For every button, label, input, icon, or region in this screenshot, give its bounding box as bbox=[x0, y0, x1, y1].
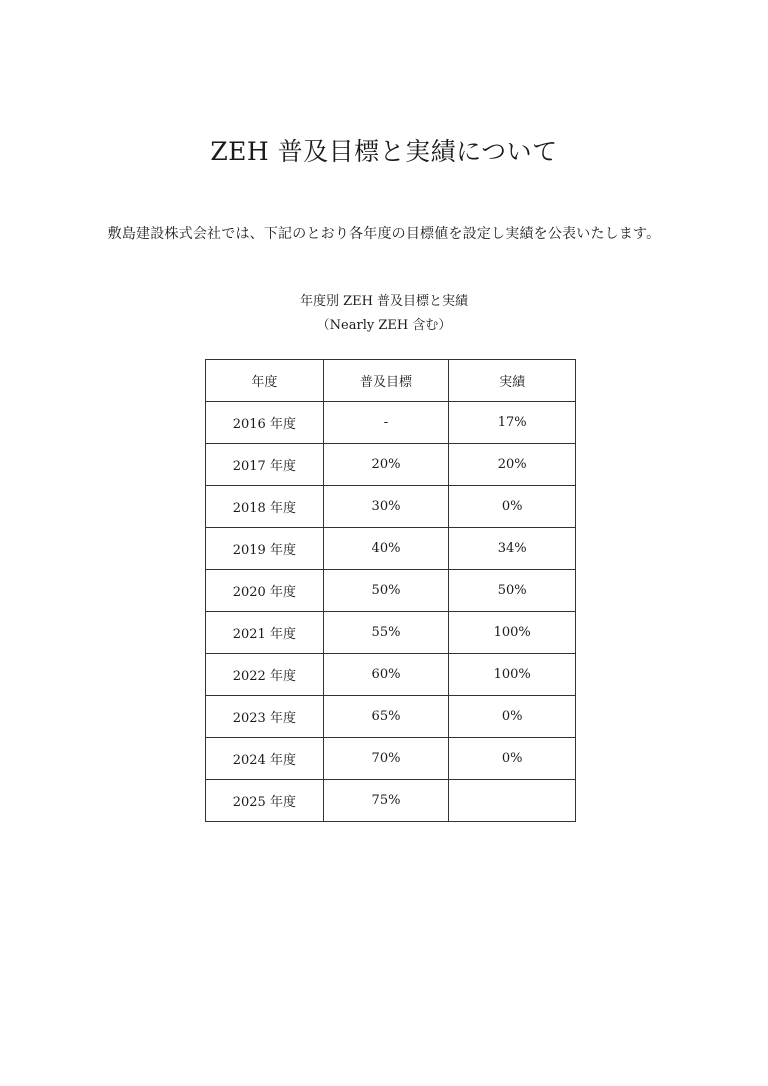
cell-target: 75% bbox=[323, 780, 449, 822]
cell-year: 2017 年度 bbox=[206, 444, 324, 486]
cell-actual: 50% bbox=[449, 570, 576, 612]
cell-target: 55% bbox=[323, 612, 449, 654]
table-row bbox=[206, 528, 576, 570]
table-caption bbox=[0, 290, 768, 338]
intro-text: 敷島建設株式会社では、下記のとおり各年度の目標値を設定し実績を公表いたします。 bbox=[107, 226, 661, 242]
header-target: 普及目標 bbox=[323, 360, 449, 402]
table-caption-note: （Nearly ZEH 含む） bbox=[316, 318, 452, 333]
cell-actual: 100% bbox=[449, 612, 576, 654]
cell-year: 2025 年度 bbox=[206, 780, 324, 822]
cell-actual: 20% bbox=[449, 444, 576, 486]
header-year: 年度 bbox=[206, 360, 324, 402]
cell-year: 2023 年度 bbox=[206, 696, 324, 738]
table-row bbox=[206, 654, 576, 696]
cell-target: 20% bbox=[323, 444, 449, 486]
cell-year: 2016 年度 bbox=[206, 402, 324, 444]
table-row bbox=[206, 570, 576, 612]
cell-year: 2019 年度 bbox=[206, 528, 324, 570]
cell-actual: 0% bbox=[449, 696, 576, 738]
zeh-target-table bbox=[205, 359, 576, 822]
cell-actual: 100% bbox=[449, 654, 576, 696]
table-row bbox=[206, 486, 576, 528]
cell-target: - bbox=[323, 402, 449, 444]
cell-year: 2020 年度 bbox=[206, 570, 324, 612]
table-row bbox=[206, 444, 576, 486]
cell-year: 2022 年度 bbox=[206, 654, 324, 696]
table-caption-title: 年度別 ZEH 普及目標と実績 bbox=[299, 294, 469, 309]
cell-target: 30% bbox=[323, 486, 449, 528]
cell-actual: 17% bbox=[449, 402, 576, 444]
cell-actual: 0% bbox=[449, 738, 576, 780]
cell-year: 2024 年度 bbox=[206, 738, 324, 780]
table-row bbox=[206, 780, 576, 822]
cell-year: 2018 年度 bbox=[206, 486, 324, 528]
cell-target: 70% bbox=[323, 738, 449, 780]
cell-target: 40% bbox=[323, 528, 449, 570]
cell-target: 65% bbox=[323, 696, 449, 738]
cell-target: 50% bbox=[323, 570, 449, 612]
table-row bbox=[206, 738, 576, 780]
cell-actual: 34% bbox=[449, 528, 576, 570]
table-row bbox=[206, 612, 576, 654]
cell-target: 60% bbox=[323, 654, 449, 696]
table-row bbox=[206, 402, 576, 444]
table-row bbox=[206, 696, 576, 738]
cell-actual: 0% bbox=[449, 486, 576, 528]
cell-actual bbox=[449, 780, 576, 822]
cell-year: 2021 年度 bbox=[206, 612, 324, 654]
table-header-row bbox=[206, 360, 576, 402]
header-actual: 実績 bbox=[449, 360, 576, 402]
page-title: ZEH 普及目標と実績について bbox=[210, 137, 558, 166]
